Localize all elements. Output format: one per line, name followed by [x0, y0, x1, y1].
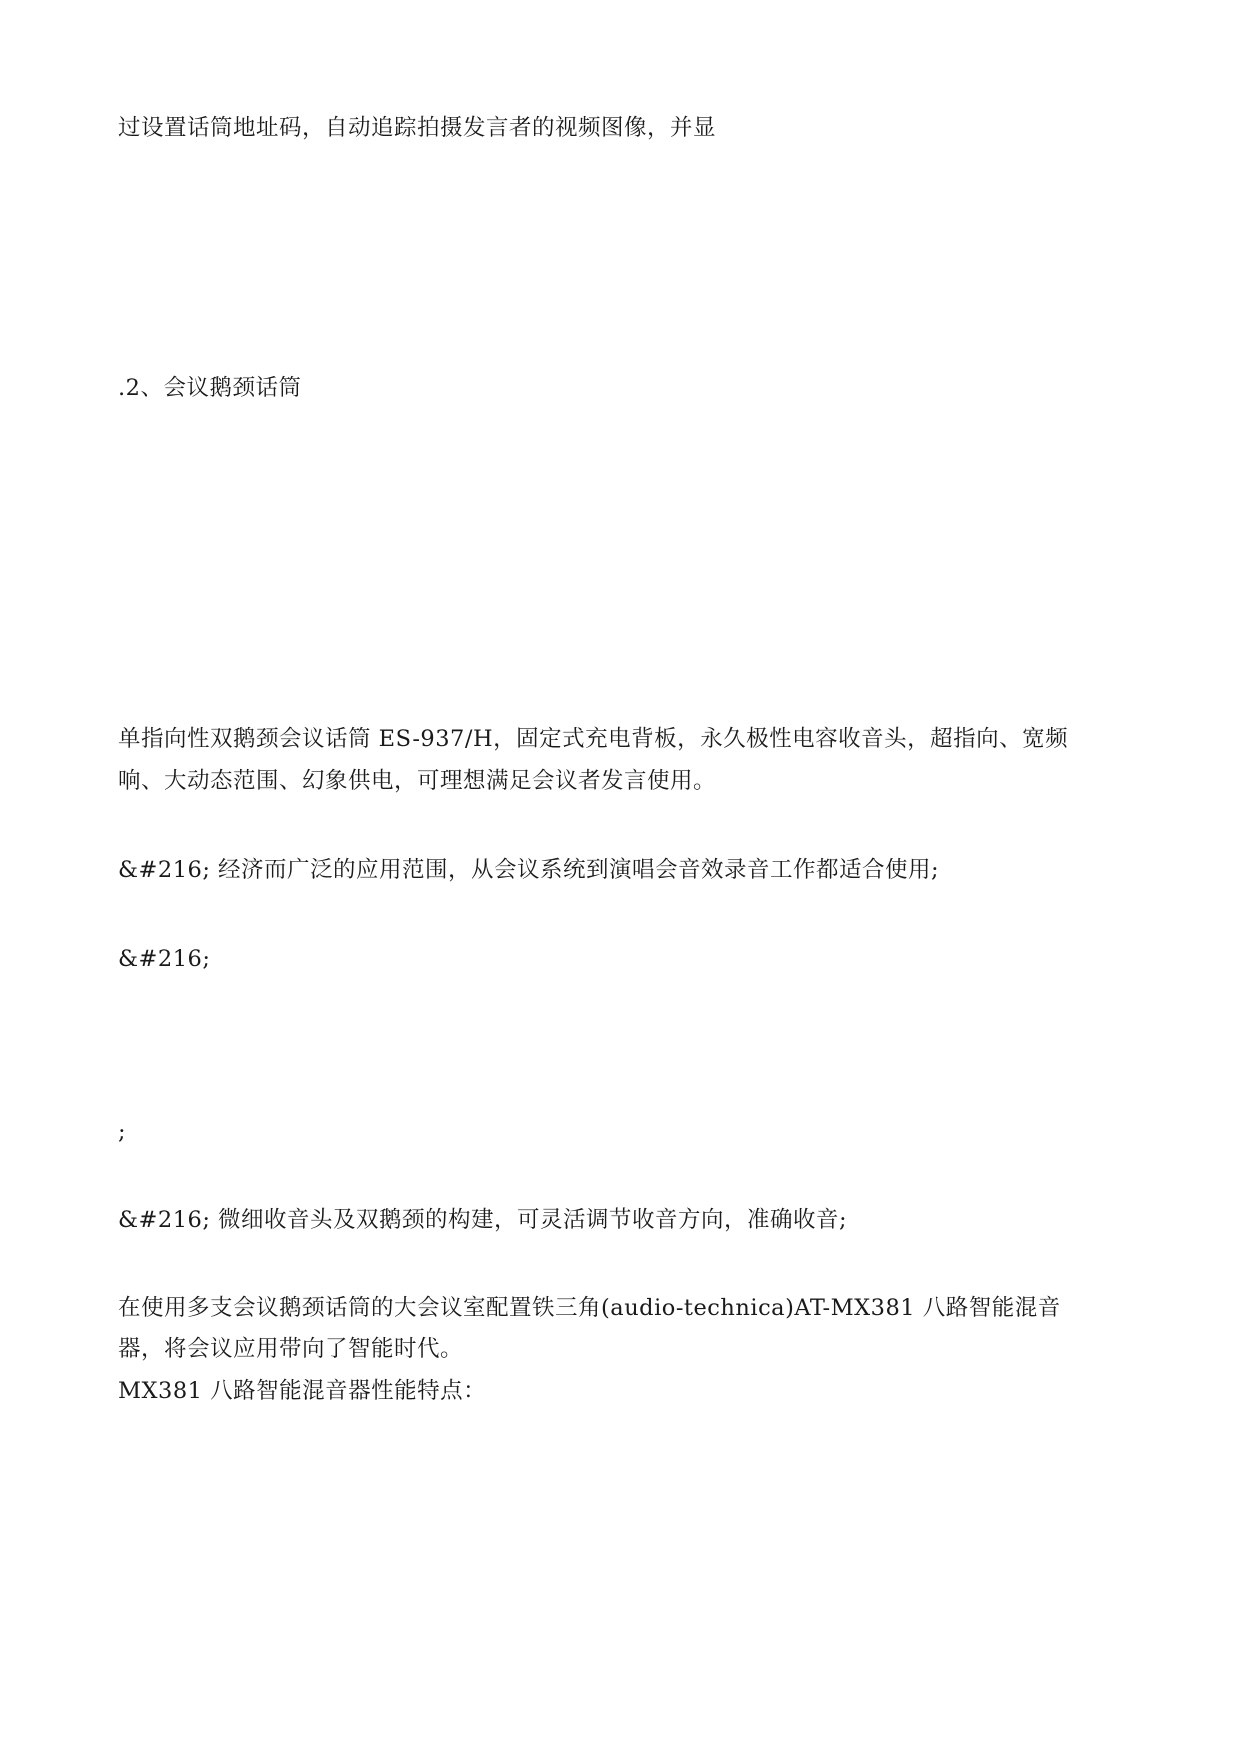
paragraph-mixer-line-1: 在使用多支会议鹅颈话筒的大会议室配置铁三角(audio-technica)AT-MX381 八路智能混音	[118, 1295, 1061, 1321]
text-line-intro: 过设置话筒地址码，自动追踪拍摄发言者的视频图像，并显	[118, 115, 717, 141]
section-heading: .2、会议鹅颈话筒	[118, 375, 302, 401]
paragraph-mic-line-1: 单指向性双鹅颈会议话筒 ES-937/H，固定式充电背板，永久极性电容收音头，超指向、宽频	[118, 726, 1069, 752]
bullet-item-2: &#216;	[118, 946, 211, 972]
stray-semicolon: ;	[118, 1119, 127, 1145]
paragraph-mixer-line-2: 器，将会议应用带向了智能时代。	[118, 1336, 464, 1362]
bullet-item-3: &#216; 微细收音头及双鹅颈的构建，可灵活调节收音方向，准确收音;	[118, 1207, 848, 1233]
bullet-item-1: &#216; 经济而广泛的应用范围，从会议系统到演唱会音效录音工作都适合使用;	[118, 857, 940, 883]
mixer-features-heading: MX381 八路智能混音器性能特点：	[118, 1378, 487, 1404]
paragraph-mic-line-2: 响、大动态范围、幻象供电，可理想满足会议者发言使用。	[118, 768, 717, 794]
